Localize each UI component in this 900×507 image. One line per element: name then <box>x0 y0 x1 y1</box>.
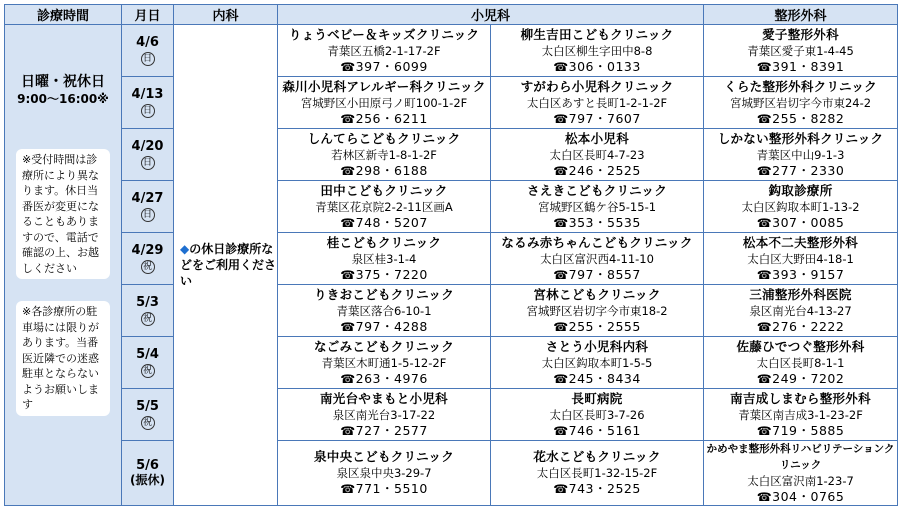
table-row <box>5 389 898 441</box>
clinic-phone <box>491 319 703 335</box>
clinic-phone <box>491 215 703 231</box>
clinic-cell <box>491 129 704 181</box>
clinic-phone <box>491 371 703 387</box>
clinic-address: 青葉区花京院2-2-11区画A <box>315 199 453 214</box>
header-internal-medicine: 内科 <box>174 5 278 25</box>
clinic-address: 泉区泉中央3-29-7 <box>336 466 432 480</box>
table-body <box>5 25 898 506</box>
date-cell <box>122 441 174 506</box>
clinic-name: 南吉成しまむら整形外科 <box>730 390 871 406</box>
day-type-badge: 日 <box>141 104 155 118</box>
clinic-cell <box>491 441 704 506</box>
phone-icon: ☎ <box>553 319 569 334</box>
day-type-badge: 日 <box>141 208 155 222</box>
phone-icon: ☎ <box>756 371 773 386</box>
table-row <box>5 233 898 285</box>
phone-icon: ☎ <box>756 267 773 282</box>
clinic-cell <box>278 285 491 337</box>
clinic-address: 宮城野区岩切字今市東24-2 <box>729 95 872 110</box>
day-type-badge: 日 <box>141 156 155 170</box>
clinic-name: すがわら小児科クリニック <box>520 78 674 94</box>
diamond-icon: ◆ <box>180 242 190 256</box>
schedule-wrapper <box>4 4 898 506</box>
phone-number: 306・0133 <box>568 58 641 74</box>
clinic-address: 太白区長町3-7-26 <box>549 407 645 422</box>
header-row <box>5 5 898 25</box>
clinic-address: 太白区あすと長町1-2-1-2F <box>526 95 668 110</box>
header-orthopedics: 整形外科 <box>704 5 898 25</box>
clinic-cell <box>278 441 491 506</box>
phone-icon: ☎ <box>756 111 773 126</box>
phone-icon: ☎ <box>553 163 569 178</box>
phone-number: 393・9157 <box>772 266 845 282</box>
note-reception: ※受付時間は診療所により異なります。休日当番医が変更になることもありますので、電話で確認の上、お越しください <box>16 149 110 279</box>
date-cell <box>122 285 174 337</box>
phone-number: 397・6099 <box>355 58 428 74</box>
phone-icon: ☎ <box>553 267 569 282</box>
clinic-cell <box>704 233 898 285</box>
clinic-address: 青葉区南吉成3-1-23-2F <box>738 407 863 422</box>
table-row <box>5 77 898 129</box>
clinic-cell <box>491 233 704 285</box>
day-type-label: (振休) <box>130 473 165 487</box>
clinic-phone <box>278 111 490 127</box>
holiday-clinic-table <box>4 4 898 506</box>
clinic-address: 青葉区中山9-1-3 <box>756 147 845 162</box>
phone-icon: ☎ <box>340 482 356 496</box>
clinic-phone <box>278 59 490 75</box>
clinic-cell <box>278 389 491 441</box>
phone-number: 353・5535 <box>568 214 641 230</box>
clinic-cell <box>491 25 704 77</box>
clinic-cell <box>704 441 898 506</box>
clinic-address: 若林区新寺1-8-1-2F <box>331 147 437 162</box>
date-label: 4/13 <box>131 87 164 102</box>
header-hours: 診療時間 <box>5 5 122 25</box>
clinic-name: りきおこどもクリニック <box>313 286 455 302</box>
clinic-name: 三浦整形外科医院 <box>749 286 852 302</box>
clinic-cell <box>704 181 898 233</box>
date-cell <box>122 25 174 77</box>
table-row <box>5 181 898 233</box>
clinic-address: 泉区桂3-1-4 <box>351 251 417 266</box>
clinic-address: 泉区南光台3-17-22 <box>332 407 436 422</box>
note-parking: ※各診療所の駐車場には限りがあります。当番医近隣での迷惑駐車とならないようお願いします <box>16 301 110 416</box>
phone-number: 375・7220 <box>355 266 428 282</box>
clinic-phone <box>704 371 897 387</box>
clinic-address: 宮城野区小田原弓ノ町100-1-2F <box>300 95 468 110</box>
phone-number: 298・6188 <box>355 162 428 178</box>
table-row <box>5 337 898 389</box>
phone-number: 797・7607 <box>568 110 641 126</box>
day-type-badge: 祝 <box>141 364 155 378</box>
day-type-badge: 祝 <box>141 260 155 274</box>
date-cell <box>122 389 174 441</box>
clinic-address: 泉区南光台4-13-27 <box>749 303 852 318</box>
phone-number: 746・5161 <box>568 422 641 438</box>
clinic-phone <box>704 489 897 505</box>
phone-number: 246・2525 <box>568 162 641 178</box>
clinic-address: 宮城野区岩切字今市東18-2 <box>526 303 668 318</box>
phone-number: 748・5207 <box>355 214 428 230</box>
date-label: 5/6 <box>136 458 159 473</box>
clinic-name: 愛子整形外科 <box>762 26 839 42</box>
clinic-cell <box>491 181 704 233</box>
clinic-name: 花水こどもクリニック <box>533 449 661 464</box>
clinic-cell <box>704 129 898 181</box>
clinic-phone <box>278 371 490 387</box>
clinic-name: かめやま整形外科リハビリテーションクリニック <box>706 443 895 471</box>
clinic-name: 泉中央こどもクリニック <box>313 449 455 464</box>
clinic-address: 太白区富沢西4-11-10 <box>540 251 654 266</box>
hours-time: 9:00～16:00※ <box>17 92 109 106</box>
phone-number: 797・8557 <box>568 266 641 282</box>
clinic-cell <box>278 25 491 77</box>
date-cell <box>122 233 174 285</box>
clinic-name: さとう小児科内科 <box>545 338 649 354</box>
clinic-phone <box>491 163 703 179</box>
phone-number: 249・7202 <box>772 370 845 386</box>
phone-number: 256・6211 <box>355 110 428 126</box>
clinic-address: 青葉区落合6-10-1 <box>336 303 432 318</box>
date-label: 4/20 <box>131 139 164 154</box>
phone-icon: ☎ <box>553 111 569 126</box>
clinic-cell <box>704 337 898 389</box>
date-label: 5/3 <box>136 295 159 310</box>
clinic-name: くらた整形外科クリニック <box>724 78 877 94</box>
header-date: 月日 <box>122 5 174 25</box>
clinic-cell <box>704 389 898 441</box>
clinic-cell <box>491 337 704 389</box>
phone-number: 727・2577 <box>355 422 428 438</box>
phone-icon: ☎ <box>756 59 773 74</box>
phone-number: 797・4288 <box>355 318 428 334</box>
phone-number: 719・5885 <box>772 422 845 438</box>
clinic-phone <box>278 163 490 179</box>
clinic-name: なごみこどもクリニック <box>313 338 455 354</box>
clinic-cell <box>704 77 898 129</box>
clinic-phone <box>704 319 897 335</box>
clinic-name: 柳生吉田こどもクリニック <box>520 26 674 42</box>
clinic-address: 青葉区五橋2-1-17-2F <box>327 43 441 58</box>
clinic-cell <box>278 233 491 285</box>
phone-icon: ☎ <box>756 215 773 230</box>
phone-icon: ☎ <box>553 482 569 496</box>
clinic-address: 太白区鈎取本町1-13-2 <box>741 199 860 214</box>
phone-icon: ☎ <box>756 319 773 334</box>
clinic-phone <box>704 59 897 75</box>
clinic-name: しんてらこどもクリニック <box>307 130 461 146</box>
phone-icon: ☎ <box>340 59 356 74</box>
phone-number: 263・4976 <box>355 370 428 386</box>
internal-medicine-cell <box>174 25 278 506</box>
phone-number: 277・2330 <box>772 162 845 178</box>
clinic-name: 長町病院 <box>571 390 623 406</box>
phone-icon: ☎ <box>756 163 773 178</box>
clinic-phone <box>278 423 490 439</box>
date-cell <box>122 337 174 389</box>
clinic-cell <box>278 181 491 233</box>
clinic-name: 田中こどもクリニック <box>320 182 448 198</box>
clinic-address: 太白区長町8-1-1 <box>756 355 845 370</box>
header-pediatrics: 小児科 <box>278 5 704 25</box>
phone-icon: ☎ <box>756 423 773 438</box>
clinic-cell <box>278 77 491 129</box>
clinic-phone <box>278 215 490 231</box>
clinic-address: 太白区富沢南1-23-7 <box>747 474 854 488</box>
phone-number: 771・5510 <box>355 481 428 496</box>
clinic-cell <box>704 25 898 77</box>
phone-number: 743・2525 <box>568 481 641 496</box>
clinic-name: 佐藤ひでつぐ整形外科 <box>736 338 865 354</box>
clinic-address: 宮城野区鶴ケ谷5-15-1 <box>537 199 657 214</box>
clinic-name: 南光台やまもと小児科 <box>319 390 448 406</box>
phone-number: 307・0085 <box>772 214 845 230</box>
clinic-address: 太白区柳生字田中8-8 <box>541 43 653 58</box>
clinic-phone <box>491 59 703 75</box>
clinic-phone <box>704 215 897 231</box>
table-row <box>5 441 898 506</box>
clinic-address: 太白区長町1-32-15-2F <box>536 466 658 480</box>
clinic-phone <box>491 267 703 283</box>
clinic-cell <box>704 285 898 337</box>
clinic-name: なるみ赤ちゃんこどもクリニック <box>501 234 693 250</box>
phone-icon: ☎ <box>756 490 773 504</box>
phone-number: 391・8391 <box>772 58 845 74</box>
date-label: 4/6 <box>136 35 159 50</box>
clinic-name: りょうベビー＆キッズクリニック <box>288 26 480 42</box>
clinic-phone <box>704 163 897 179</box>
clinic-phone <box>278 481 490 497</box>
phone-number: 255・2555 <box>568 318 641 334</box>
clinic-name: しかない整形外科クリニック <box>717 130 884 146</box>
clinic-address: 青葉区木町通1-5-12-2F <box>321 355 447 370</box>
phone-icon: ☎ <box>340 215 356 230</box>
phone-icon: ☎ <box>553 423 569 438</box>
phone-icon: ☎ <box>340 267 356 282</box>
table-row <box>5 285 898 337</box>
phone-icon: ☎ <box>340 163 356 178</box>
internal-medicine-text: の休日診療所などをご利用ください <box>180 242 277 288</box>
clinic-address: 太白区鈎取本町1-5-5 <box>541 355 653 370</box>
clinic-name: 森川小児科アレルギー科クリニック <box>282 78 486 94</box>
phone-number: 255・8282 <box>772 110 845 126</box>
clinic-address: 太白区長町4-7-23 <box>549 147 645 162</box>
clinic-name: 鈎取診療所 <box>768 182 833 198</box>
phone-icon: ☎ <box>340 111 356 126</box>
clinic-address: 太白区大野田4-18-1 <box>747 251 854 266</box>
clinic-name: さえきこどもクリニック <box>526 182 668 198</box>
phone-icon: ☎ <box>553 59 569 74</box>
phone-icon: ☎ <box>340 319 356 334</box>
clinic-cell <box>491 389 704 441</box>
clinic-name: 桂こどもクリニック <box>326 234 442 250</box>
clinic-address: 青葉区愛子東1-4-45 <box>747 43 854 58</box>
clinic-phone <box>491 423 703 439</box>
hours-title: 日曜・祝休日 <box>21 74 105 90</box>
clinic-phone <box>704 267 897 283</box>
clinic-phone <box>278 319 490 335</box>
phone-number: 276・2222 <box>772 318 845 334</box>
table-row <box>5 25 898 77</box>
clinic-cell <box>278 129 491 181</box>
clinic-name: 松本小児科 <box>565 130 630 146</box>
day-type-badge: 日 <box>141 52 155 66</box>
phone-number: 304・0765 <box>772 489 845 504</box>
clinic-phone <box>491 111 703 127</box>
clinic-phone <box>278 267 490 283</box>
date-label: 4/27 <box>131 191 164 206</box>
date-label: 5/5 <box>136 399 159 414</box>
phone-icon: ☎ <box>553 215 569 230</box>
table-row <box>5 129 898 181</box>
date-cell <box>122 129 174 181</box>
phone-icon: ☎ <box>553 371 569 386</box>
hours-column <box>5 25 122 506</box>
date-label: 5/4 <box>136 347 159 362</box>
clinic-cell <box>491 285 704 337</box>
date-label: 4/29 <box>131 243 164 258</box>
clinic-phone <box>704 111 897 127</box>
clinic-cell <box>278 337 491 389</box>
date-cell <box>122 77 174 129</box>
clinic-name: 宮林こどもクリニック <box>533 286 661 302</box>
phone-icon: ☎ <box>340 371 356 386</box>
day-type-badge: 祝 <box>141 416 155 430</box>
clinic-cell <box>491 77 704 129</box>
clinic-phone <box>491 481 703 497</box>
day-type-badge: 祝 <box>141 312 155 326</box>
phone-icon: ☎ <box>340 423 356 438</box>
date-cell <box>122 181 174 233</box>
clinic-phone <box>704 423 897 439</box>
phone-number: 245・8434 <box>568 370 641 386</box>
clinic-name: 松本不二夫整形外科 <box>742 234 859 250</box>
